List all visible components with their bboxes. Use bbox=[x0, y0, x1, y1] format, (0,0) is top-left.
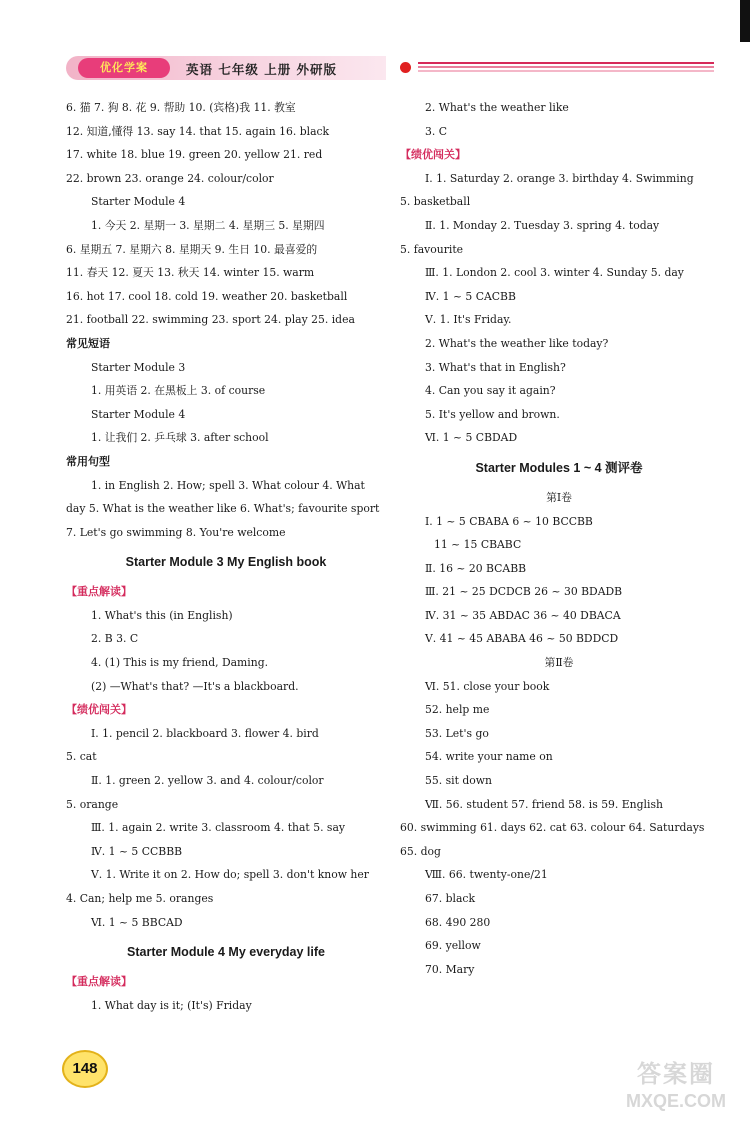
answer-line: Starter Module 4 bbox=[91, 195, 186, 209]
answer-line: Ⅳ. 1 ~ 5 CCBBB bbox=[91, 844, 183, 858]
right-column bbox=[400, 96, 718, 981]
answer-line: Ⅴ. 1. Write it on 2. How do; spell 3. don't know her bbox=[91, 868, 369, 882]
answer-line: Ⅰ. 1. Saturday 2. orange 3. birthday 4. Swimming bbox=[425, 171, 694, 185]
answer-line bbox=[66, 698, 386, 722]
answer-line: 5. cat bbox=[66, 750, 97, 764]
part-heading: 第Ⅰ卷 bbox=[546, 490, 572, 504]
page-header bbox=[0, 0, 750, 90]
answer-line: Ⅲ. 1. London 2. cool 3. winter 4. Sunday 5. day bbox=[425, 266, 684, 280]
answer-line: Ⅲ. 1. again 2. write 3. classroom 4. that 5. say bbox=[91, 821, 346, 835]
answer-line: 4. (1) This is my friend, Daming. bbox=[91, 656, 269, 670]
header-rule bbox=[418, 62, 714, 74]
series-badge: 优化学案 bbox=[78, 58, 170, 78]
answer-line: 5. It's yellow and brown. bbox=[425, 407, 560, 421]
answer-line: 52. help me bbox=[425, 703, 490, 717]
answer-line: 4. Can; help me 5. oranges bbox=[66, 892, 214, 905]
answer-line: 67. black bbox=[425, 892, 475, 905]
answer-line: Ⅳ. 31 ~ 35 ABDAC 36 ~ 40 DBACA bbox=[425, 608, 621, 622]
answer-line: 60. swimming 61. days 62. cat 63. colour 64. Saturdays bbox=[400, 821, 705, 835]
answer-line: 5. basketball bbox=[400, 195, 471, 209]
answer-line: 70. Mary bbox=[425, 962, 475, 976]
book-title: 英语 七年级 上册 外研版 bbox=[186, 62, 338, 77]
answer-line: 6. 猫 7. 狗 8. 花 9. 帮助 10. (宾格)我 11. 教室 bbox=[66, 101, 296, 114]
left-column bbox=[66, 96, 386, 1017]
answer-line: 1. What's this (in English) bbox=[91, 608, 233, 622]
answer-line: Ⅵ. 51. close your book bbox=[425, 679, 550, 693]
section-tag: 【重点解读】 bbox=[66, 975, 132, 989]
answer-line: 2. What's the weather like today? bbox=[425, 336, 609, 350]
answer-line: 1. 今天 2. 星期一 3. 星期二 4. 星期三 5. 星期四 bbox=[91, 218, 325, 232]
answer-line: 2. What's the weather like bbox=[425, 101, 569, 114]
answer-line: Ⅴ. 41 ~ 45 ABABA 46 ~ 50 BDDCD bbox=[425, 632, 619, 646]
subsection-heading: 常用句型 bbox=[66, 454, 110, 468]
answer-line: 54. write your name on bbox=[425, 750, 553, 764]
answer-line: 22. brown 23. orange 24. colour/color bbox=[66, 171, 274, 185]
answer-line: 4. Can you say it again? bbox=[425, 384, 556, 398]
answer-line: Ⅶ. 56. student 57. friend 58. is 59. English bbox=[425, 797, 663, 811]
answer-line: 11 ~ 15 CBABC bbox=[434, 538, 522, 552]
answer-line: 5. favourite bbox=[400, 242, 464, 256]
answer-line bbox=[400, 143, 718, 167]
answer-line: 2. B 3. C bbox=[91, 632, 139, 646]
answer-line: 16. hot 17. cool 18. cold 19. weather 20. basketball bbox=[66, 289, 348, 303]
section-title: Starter Module 4 My everyday life bbox=[127, 945, 325, 960]
answer-line: 68. 490 280 bbox=[425, 915, 491, 929]
answer-line: 6. 星期五 7. 星期六 8. 星期天 9. 生日 10. 最喜爱的 bbox=[66, 242, 318, 256]
answer-line: Ⅵ. 1 ~ 5 CBDAD bbox=[425, 431, 518, 445]
watermark-top: 答案圈 bbox=[637, 1061, 715, 1088]
section-title: Starter Module 3 My English book bbox=[125, 555, 327, 570]
answer-line: Ⅰ. 1 ~ 5 CBABA 6 ~ 10 BCCBB bbox=[425, 514, 593, 528]
answer-line: 1. 让我们 2. 乒乓球 3. after school bbox=[91, 431, 269, 445]
answer-line bbox=[66, 580, 386, 604]
answer-line: 21. football 22. swimming 23. sport 24. play 25. idea bbox=[66, 313, 355, 327]
section-tag: 【绩优闯关】 bbox=[400, 148, 466, 162]
section-title: Starter Modules 1 ~ 4 测评卷 bbox=[475, 460, 643, 475]
subsection-heading: 常见短语 bbox=[66, 336, 110, 350]
answer-line: Starter Module 3 bbox=[91, 360, 186, 374]
answer-line: day 5. What is the weather like 6. What's; favourite sport bbox=[66, 502, 380, 516]
section-tag: 【重点解读】 bbox=[66, 585, 132, 599]
answer-line: Ⅲ. 21 ~ 25 DCDCB 26 ~ 30 BDADB bbox=[425, 585, 623, 599]
answer-line: 3. What's that in English? bbox=[425, 360, 566, 374]
answer-line: 1. in English 2. How; spell 3. What colour 4. What bbox=[91, 478, 365, 492]
answer-line: Ⅱ. 16 ~ 20 BCABB bbox=[425, 561, 527, 575]
red-dot-icon bbox=[400, 62, 411, 73]
answer-line: 53. Let's go bbox=[425, 726, 489, 740]
answer-line: 55. sit down bbox=[425, 774, 492, 788]
answer-line: 5. orange bbox=[66, 797, 119, 811]
answer-line: Ⅳ. 1 ~ 5 CACBB bbox=[425, 289, 516, 303]
answer-line: Ⅰ. 1. pencil 2. blackboard 3. flower 4. bird bbox=[91, 726, 319, 740]
watermark-bottom: MXQE.COM bbox=[625, 1091, 726, 1111]
answer-line: 3. C bbox=[425, 124, 447, 138]
answer-line: Ⅱ. 1. Monday 2. Tuesday 3. spring 4. today bbox=[425, 218, 660, 232]
answer-line: Starter Module 4 bbox=[91, 407, 186, 421]
answer-line: 69. yellow bbox=[425, 939, 481, 953]
answer-line: 12. 知道,懂得 13. say 14. that 15. again 16. black bbox=[66, 124, 330, 138]
watermark-logo bbox=[612, 1060, 740, 1116]
answer-line: Ⅴ. 1. It's Friday. bbox=[425, 313, 512, 327]
section-tag: 【绩优闯关】 bbox=[66, 703, 132, 717]
page-number: 148 bbox=[62, 1050, 108, 1088]
answer-line: 65. dog bbox=[400, 844, 441, 858]
answer-line bbox=[66, 970, 386, 994]
answer-line: 7. Let's go swimming 8. You're welcome bbox=[66, 525, 286, 539]
part-heading: 第Ⅱ卷 bbox=[544, 656, 574, 670]
answer-line: 17. white 18. blue 19. green 20. yellow 21. red bbox=[66, 148, 323, 162]
answer-line: 1. 用英语 2. 在黑板上 3. of course bbox=[91, 384, 266, 398]
answer-line: 11. 春天 12. 夏天 13. 秋天 14. winter 15. warm bbox=[66, 266, 315, 280]
answer-line: Ⅵ. 1 ~ 5 BBCAD bbox=[91, 915, 183, 929]
corner-mark bbox=[740, 0, 750, 42]
answer-line: Ⅱ. 1. green 2. yellow 3. and 4. colour/color bbox=[91, 774, 324, 788]
answer-line: Ⅷ. 66. twenty-one/21 bbox=[425, 868, 548, 882]
answer-line: 1. What day is it; (It's) Friday bbox=[91, 998, 252, 1012]
answer-line: (2) —What's that? —It's a blackboard. bbox=[91, 679, 299, 693]
